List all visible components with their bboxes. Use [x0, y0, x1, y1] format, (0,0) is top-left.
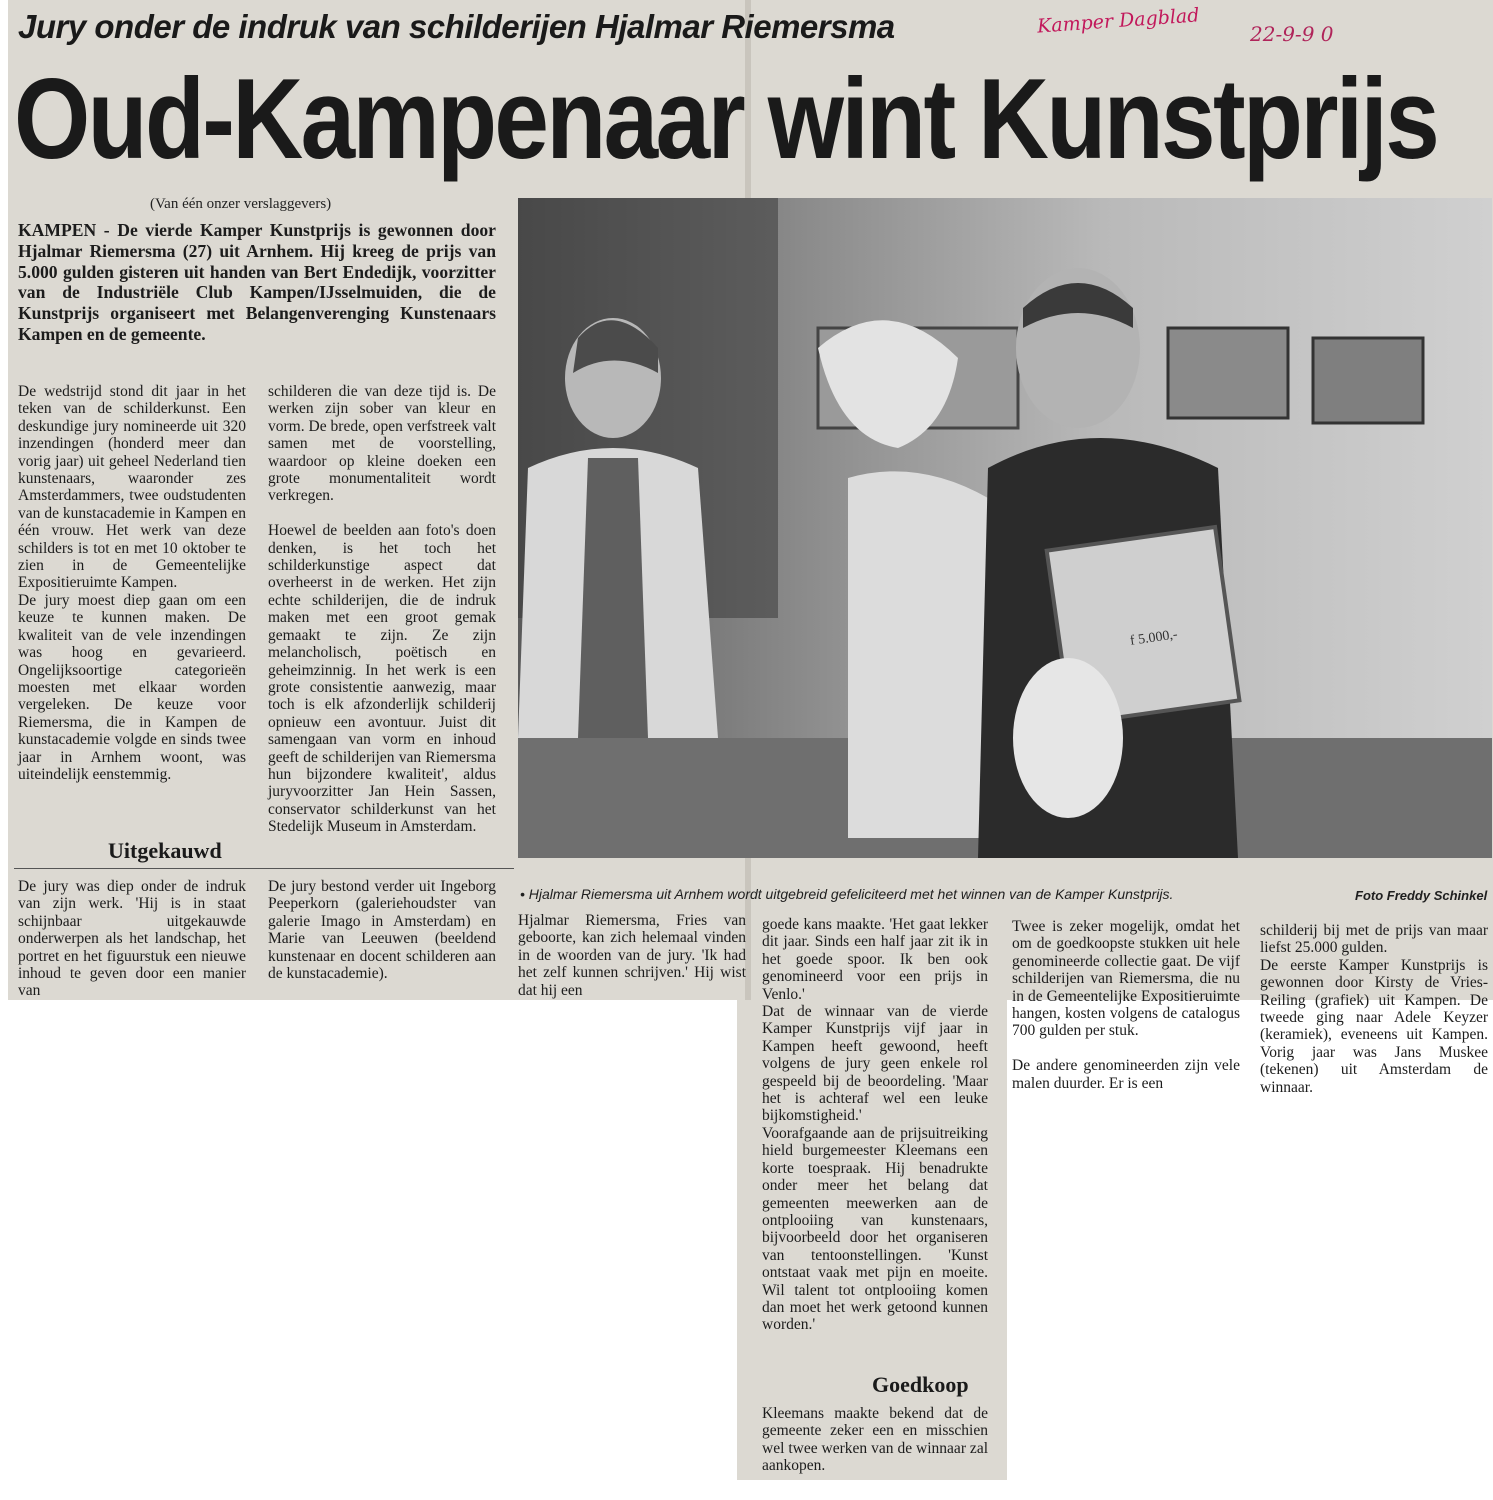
body-column-5: Hjalmar Riemersma, Fries van geboorte, kan zich helemaal vinden in de woorden van de jury. 'Ik had het zelf kunnen schrijven.' Hij wist dat hij een	[518, 912, 746, 999]
article-headline: Oud-Kampenaar wint Kunstprijs	[14, 56, 1438, 183]
body-column-1: De wedstrijd stond dit jaar in het teken van de schilderkunst. Een deskundige jury nomineerde uit 320 inzendingen (honderd meer dan vorig jaar) uit geheel Nederland tien kunstenaars, waaronder zes Amsterdammers, twee oudstudenten van de kunstacademie in Kampen en één vrouw. Het werk van deze schilders is tot en met 10 oktober te zien in de Gemeentelijke Expositieruimte Kampen. De jury moest diep gaan om een keuze te kunnen maken. De kwaliteit van de vele inzendingen was hoog en gevarieerd. Ongelijksoortige categorieën moesten met elkaar worden vergeleken. De keuze voor Riemersma, die in Kampen de kunstacademie volgde en sinds twee jaar in Arnhem woont, was uiteindelijk eenstemmig.	[18, 383, 246, 783]
photo-credit: Foto Freddy Schinkel	[1355, 888, 1488, 903]
article-photo	[518, 198, 1492, 858]
photo-caption: • Hjalmar Riemersma uit Arnhem wordt uitgebreid gefeliciteerd met het winnen van de Kamper Kunstprijs.	[520, 886, 1174, 902]
body-column-2: schilderen die van deze tijd is. De werken zijn sober van kleur en vorm. De brede, open verfstreek valt samen met de voorstelling, waardoor op kleine doeken een grote monumentaliteit wordt verkregen. Hoewel de beelden aan foto's doen denken, is het toch het schilderkunstige aspect dat overheerst in de werken. Het zijn echte schilderijen, die de indruk maken met een groot gemak gemaakt te zijn. Ze zijn melancholisch, poëtisch en geheimzinnig. In het werk is een grote consistentie aanwezig, maar toch is elk afzonderlijk schilderij opnieuw een avontuur. Juist dit samengaan van vorm en inhoud geeft de schilderijen van Riemersma hun bijzondere kwaliteit', aldus juryvoorzitter Jan Hein Sassen, conservator schilderkunst van het Stedelijk Museum in Amsterdam.	[268, 383, 496, 836]
certificate-amount: f 5.000,-	[1129, 627, 1179, 649]
body-column-6: goede kans maakte. 'Het gaat lekker dit jaar. Sinds een half jaar zit ik in het goede spoor. Ik ben ook genomineerd voor een prijs in Venlo.' Dat de winnaar van de vierde Kamper Kunstprijs vijf jaar in Kampen heeft gewoond, heeft volgens de jury geen enkele rol gespeeld bij de beoordeling. 'Maar het is achteraf wel een leuke bijkomstigheid.' Voorafgaande aan de prijsuitreiking hield burgemeester Kleemans een korte toespraak. Hij benadrukte onder meer het belang dat gemeenten meewerken aan de ontplooiing van kunstenaars, bijvoorbeeld door het organiseren van tentoonstellingen. 'Kunst ontstaat vaak met pijn en moeite. Wil talent tot ontplooiing komen dan moet het werk getoond kunnen worden.'	[762, 916, 988, 1334]
article-kicker: Jury onder de indruk van schilderijen Hjalmar Riemersma	[18, 8, 895, 45]
subhead-goedkoop: Goedkoop	[872, 1372, 969, 1397]
section-rule	[14, 868, 514, 869]
body-column-4: De jury bestond verder uit Ingeborg Peeperkorn (galeriehoudster van galerie Imago in Amsterdam) en Marie van Leeuwen (beeldend kunstenaar en docent schilderen aan de kunstacademie).	[268, 878, 496, 983]
body-column-3: De jury was diep onder de indruk van zijn werk. 'Hij is in staat schijnbaar uitgekauwde onderwerpen als het landschap, het portret en het figuurstuk een nieuwe inhoud te geven door een manier van	[18, 878, 246, 1000]
body-column-6b: Kleemans maakte bekend dat de gemeente zeker een en misschien wel twee werken van de winnaar zal aankopen.	[762, 1405, 988, 1475]
photo-illustration	[518, 198, 1492, 858]
subhead-uitgekauwd: Uitgekauwd	[108, 838, 222, 863]
handwritten-date: 22-9-9 0	[1250, 22, 1334, 46]
body-column-8: schilderij bij met de prijs van maar liefst 25.000 gulden. De eerste Kamper Kunstprijs is gewonnen door Kirsty de Vries-Reiling (grafiek) uit Kampen. De tweede ging naar Adele Keyzer (keramiek), eveneens uit Kampen. Vorig jaar was Jans Muskee (tekenen) uit Amsterdam de winnaar.	[1260, 922, 1488, 1096]
byline: (Van één onzer verslaggevers)	[150, 196, 332, 212]
body-column-7: Twee is zeker mogelijk, omdat het om de goedkoopste stukken uit hele genomineerde collectie gaat. De vijf schilderijen van Riemersma, die nu in de Gemeentelijke Expositieruimte hangen, kosten volgens de catalogus 700 gulden per stuk. De andere genomineerden zijn vele malen duurder. Er is een	[1012, 918, 1240, 1092]
handwritten-newspaper-name: Kamper Dagblad	[1036, 4, 1201, 38]
article-lede: KAMPEN - De vierde Kamper Kunstprijs is gewonnen door Hjalmar Riemersma (27) uit Arnhem. Hij kreeg de prijs van 5.000 gulden gisteren uit handen van Bert Endedijk, voorzitter van de Industriële Club Kampen/IJsselmuiden, die de Kunstprijs organiseert met Belangenverenging Kunstenaars Kampen en de gemeente.	[18, 220, 496, 344]
